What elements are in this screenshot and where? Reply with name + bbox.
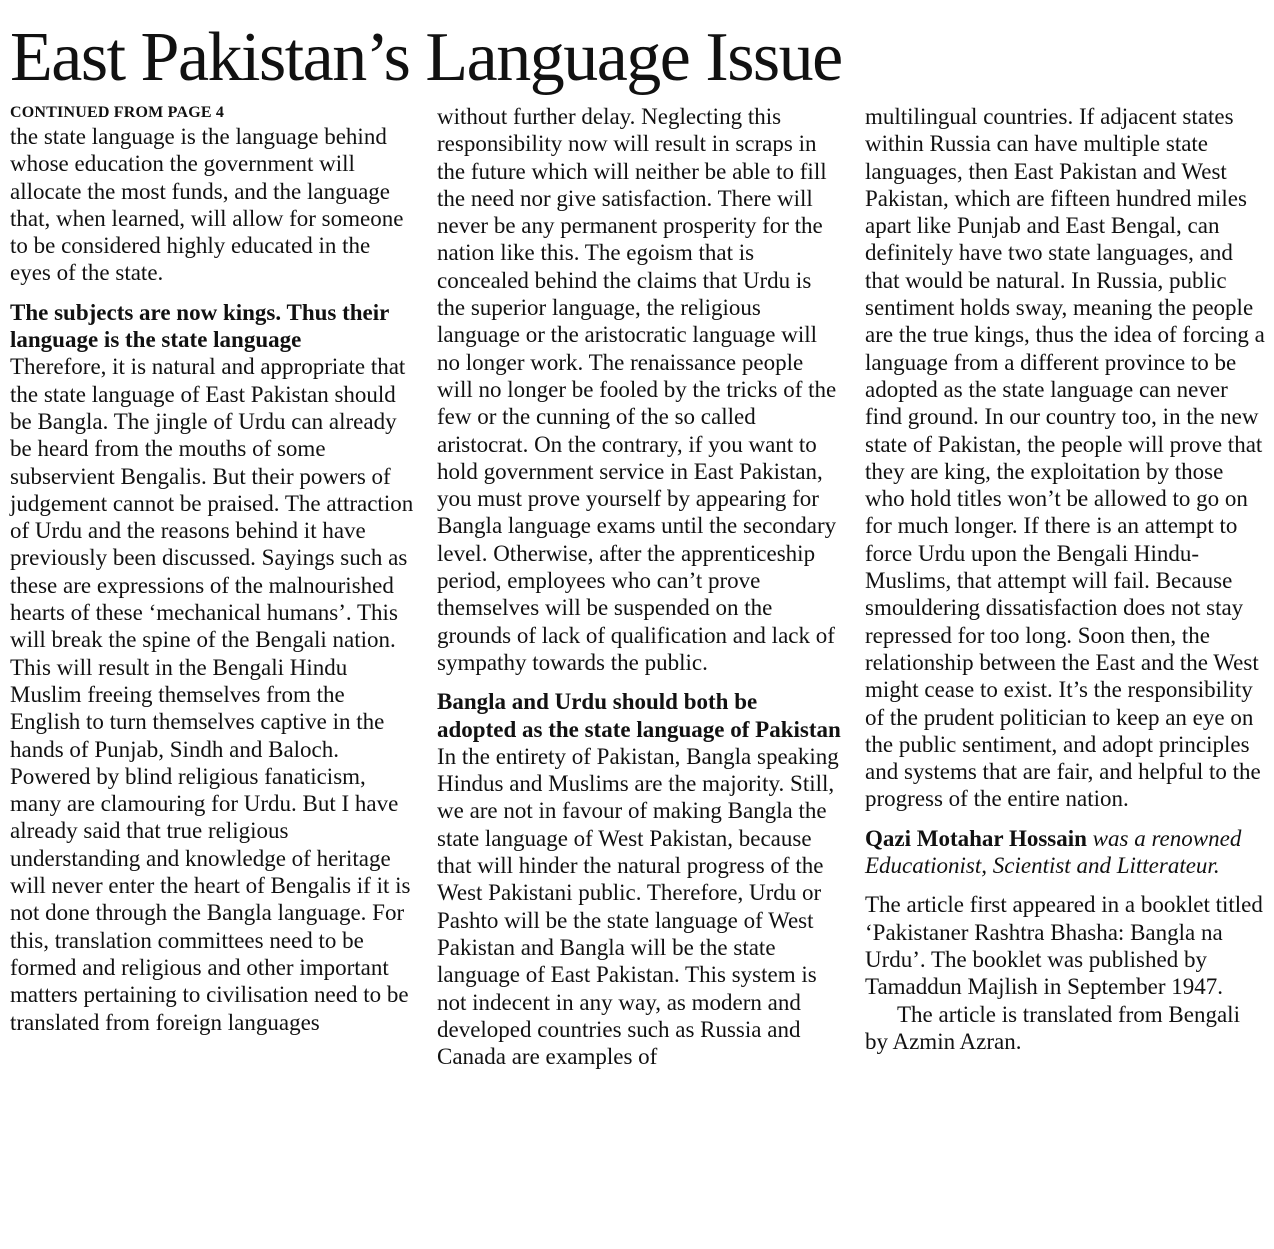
article-column-3 (865, 103, 1265, 1055)
author-description: was a renowned Educationist, Scientist and Litterateur. (865, 825, 1242, 879)
article-column-1 (10, 103, 415, 1036)
article-column-2 (437, 103, 842, 1070)
body-paragraph: multilingual countries. If adjacent states within Russia can have multiple state languages, then East Pakistan and West Pakistan, which are fifteen hundred miles apart like Punjab and East Bengal, can definitely have two state languages, and that would be natural. In Russia, public sentiment holds sway, meaning the people are the true kings, thus the idea of forcing a language from a different province to be adopted as the state language can never find ground. In our country too, in the new state of Pakistan, the people will prove that they are king, the exploitation by those who hold titles won’t be allowed to go on for much longer. If there is an attempt to force Urdu upon the Bengali Hindu-Muslims, that attempt will fail. Because smouldering dissatisfaction does not stay repressed for too long. Soon then, the relationship between the East and the West might cease to exist. It’s the responsibility of the prudent politician to keep an eye on the public sentiment, and adopt principles and systems that are fair, and helpful to the progress of the entire nation. (865, 104, 1265, 812)
publication-note: The article first appeared in a booklet titled ‘Pakistaner Rashtra Bhasha: Bangla na Urdu’. The booklet was published by Tamaddun Majlish in September 1947. (865, 892, 1263, 1000)
subheading: Bangla and Urdu should both be adopted as the state language of Pakistan (437, 689, 841, 742)
author-name: Qazi Motahar Hossain (865, 825, 1087, 851)
translation-note: The article is translated from Bengali by Azmin Azran. (865, 1001, 1240, 1054)
body-paragraph: Therefore, it is natural and appropriate that the state language of East Pakistan should be Bangla. The jingle of Urdu can already be heard from the mouths of some subservient Bengalis. But their powers of judgement cannot be praised. The attraction of Urdu and the reasons behind it have previously been discussed. Sayings such as these are expressions of the malnourished hearts of these ‘mechanical humans’. This will break the spine of the Bengali nation. This will result in the Bengali Hindu Muslim freeing themselves from the English to turn themselves captive in the hands of Punjab, Sindh and Baloch. Powered by blind religious fanaticism, many are clamouring for Urdu. But I have already said that true religious understanding and knowledge of heritage will never enter the heart of Bengalis if it is not done through the Bangla language. For this, translation committees need to be formed and religious and other important matters pertaining to civilisation need to be translated from foreign languages (10, 354, 414, 1035)
headline: East Pakistan’s Language Issue (10, 19, 842, 96)
body-paragraph: the state language is the language behind whose education the government will allocate the most funds, and the language that, when learned, will allow for someone to be considered highly educated in the eyes of the state. (10, 124, 404, 286)
body-paragraph: without further delay. Neglecting this responsibility now will result in scraps in the future which will neither be able to fill the need nor give satisfaction. There will never be any permanent prosperity for the nation like this. The egoism that is concealed behind the claims that Urdu is the superior language, the religious language or the aristocratic language will no longer work. The renaissance people will no longer be fooled by the tricks of the few or the cunning of the so called aristocrat. On the contrary, if you want to hold government service in East Pakistan, you must prove yourself by appearing for Bangla language exams until the secondary level. Otherwise, after the apprenticeship period, employees who can’t prove themselves will be suspended on the grounds of lack of qualification and lack of sympathy towards the public. (437, 104, 837, 675)
subheading: The subjects are now kings. Thus their language is the state language (10, 299, 389, 353)
continued-from-label: CONTINUED FROM PAGE 4 (10, 104, 225, 121)
body-paragraph: In the entirety of Pakistan, Bangla speaking Hindus and Muslims are the majority. Still, we are not in favour of making Bangla the state language of West Pakistan, because that will hinder the natural progress of the West Pakistani public. Therefore, Urdu or Pashto will be the state language of West Pakistan and Bangla will be the state language of East Pakistan. This system is not indecent in any way, as modern and developed countries such as Russia and Canada are examples of (437, 743, 839, 1070)
author-bio (865, 825, 1265, 880)
